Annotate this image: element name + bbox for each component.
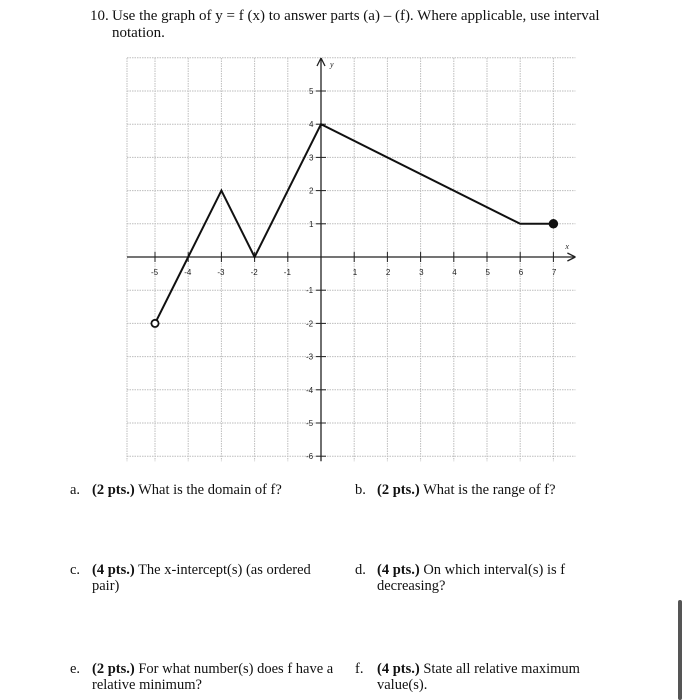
part-c-text: The x-intercept(s) (as ordered xyxy=(138,562,311,578)
y-tick-label: -2 xyxy=(306,319,314,329)
x-tick-label: 3 xyxy=(419,268,424,277)
x-tick-label: 2 xyxy=(385,268,391,277)
y-tick-label: 4 xyxy=(309,120,314,130)
part-b xyxy=(355,482,556,498)
y-tick-label: 5 xyxy=(309,87,314,96)
question-text-line2: notation. xyxy=(112,25,165,41)
part-f-text2: value(s). xyxy=(377,677,428,693)
open-endpoint xyxy=(151,320,158,327)
part-a-text: What is the domain of f? xyxy=(138,482,282,498)
part-b-text: What is the range of f? xyxy=(423,482,556,498)
x-tick-label: -3 xyxy=(217,268,225,277)
part-f-points: (4 pts.) xyxy=(377,661,420,677)
x-tick-label: 6 xyxy=(518,268,524,277)
x-tick-label: 4 xyxy=(452,268,457,277)
part-b-points: (2 pts.) xyxy=(377,482,420,498)
part-a xyxy=(70,482,282,498)
part-d-points: (4 pts.) xyxy=(377,562,420,578)
part-c-text2: pair) xyxy=(92,578,120,594)
part-f xyxy=(355,661,580,693)
x-tick-label: -1 xyxy=(283,268,291,277)
part-f-text: State all relative maximum xyxy=(423,661,580,677)
x-tick-label: 1 xyxy=(352,268,358,277)
x-tick-label: -2 xyxy=(250,268,258,277)
part-c xyxy=(70,562,311,594)
y-tick-label: -5 xyxy=(306,419,314,428)
question-number: 10. xyxy=(90,8,109,24)
part-e-points: (2 pts.) xyxy=(92,661,135,677)
scrollbar[interactable] xyxy=(678,600,682,700)
part-d-label: d. xyxy=(355,562,366,578)
y-tick-label: -6 xyxy=(306,452,314,462)
part-d xyxy=(355,562,565,594)
part-c-points: (4 pts.) xyxy=(92,562,135,578)
y-tick-label: -4 xyxy=(306,385,314,395)
question-text-line1: Use the graph of y = f (x) to answer parts (a) – (f). Where applicable, use interval xyxy=(112,8,600,24)
y-tick-label: 3 xyxy=(309,153,314,163)
x-tick-label: 7 xyxy=(551,268,557,277)
y-tick-label: -1 xyxy=(306,286,314,296)
part-e-text: For what number(s) does f have a xyxy=(138,661,334,677)
y-tick-label: -3 xyxy=(306,352,314,362)
grid xyxy=(127,58,575,461)
y-axis-label: y xyxy=(330,60,334,69)
y-tick-label: 2 xyxy=(309,186,314,196)
x-axis-label: x xyxy=(565,242,569,251)
x-tick-label: -4 xyxy=(184,268,192,277)
part-e xyxy=(70,661,333,693)
part-d-text: On which interval(s) is f xyxy=(423,562,566,578)
axes xyxy=(127,58,575,461)
part-d-text2: decreasing? xyxy=(377,578,446,594)
x-tick-label: 5 xyxy=(485,268,490,277)
part-a-points: (2 pts.) xyxy=(92,482,135,498)
x-tick-label: -5 xyxy=(151,268,159,277)
part-a-label: a. xyxy=(70,482,81,498)
part-f-label: f. xyxy=(355,661,364,677)
part-c-label: c. xyxy=(70,562,81,578)
closed-endpoint xyxy=(549,220,557,228)
y-tick-label: 1 xyxy=(309,219,314,229)
part-b-label: b. xyxy=(355,482,366,498)
part-e-text2: relative minimum? xyxy=(92,677,202,693)
part-e-label: e. xyxy=(70,661,81,677)
